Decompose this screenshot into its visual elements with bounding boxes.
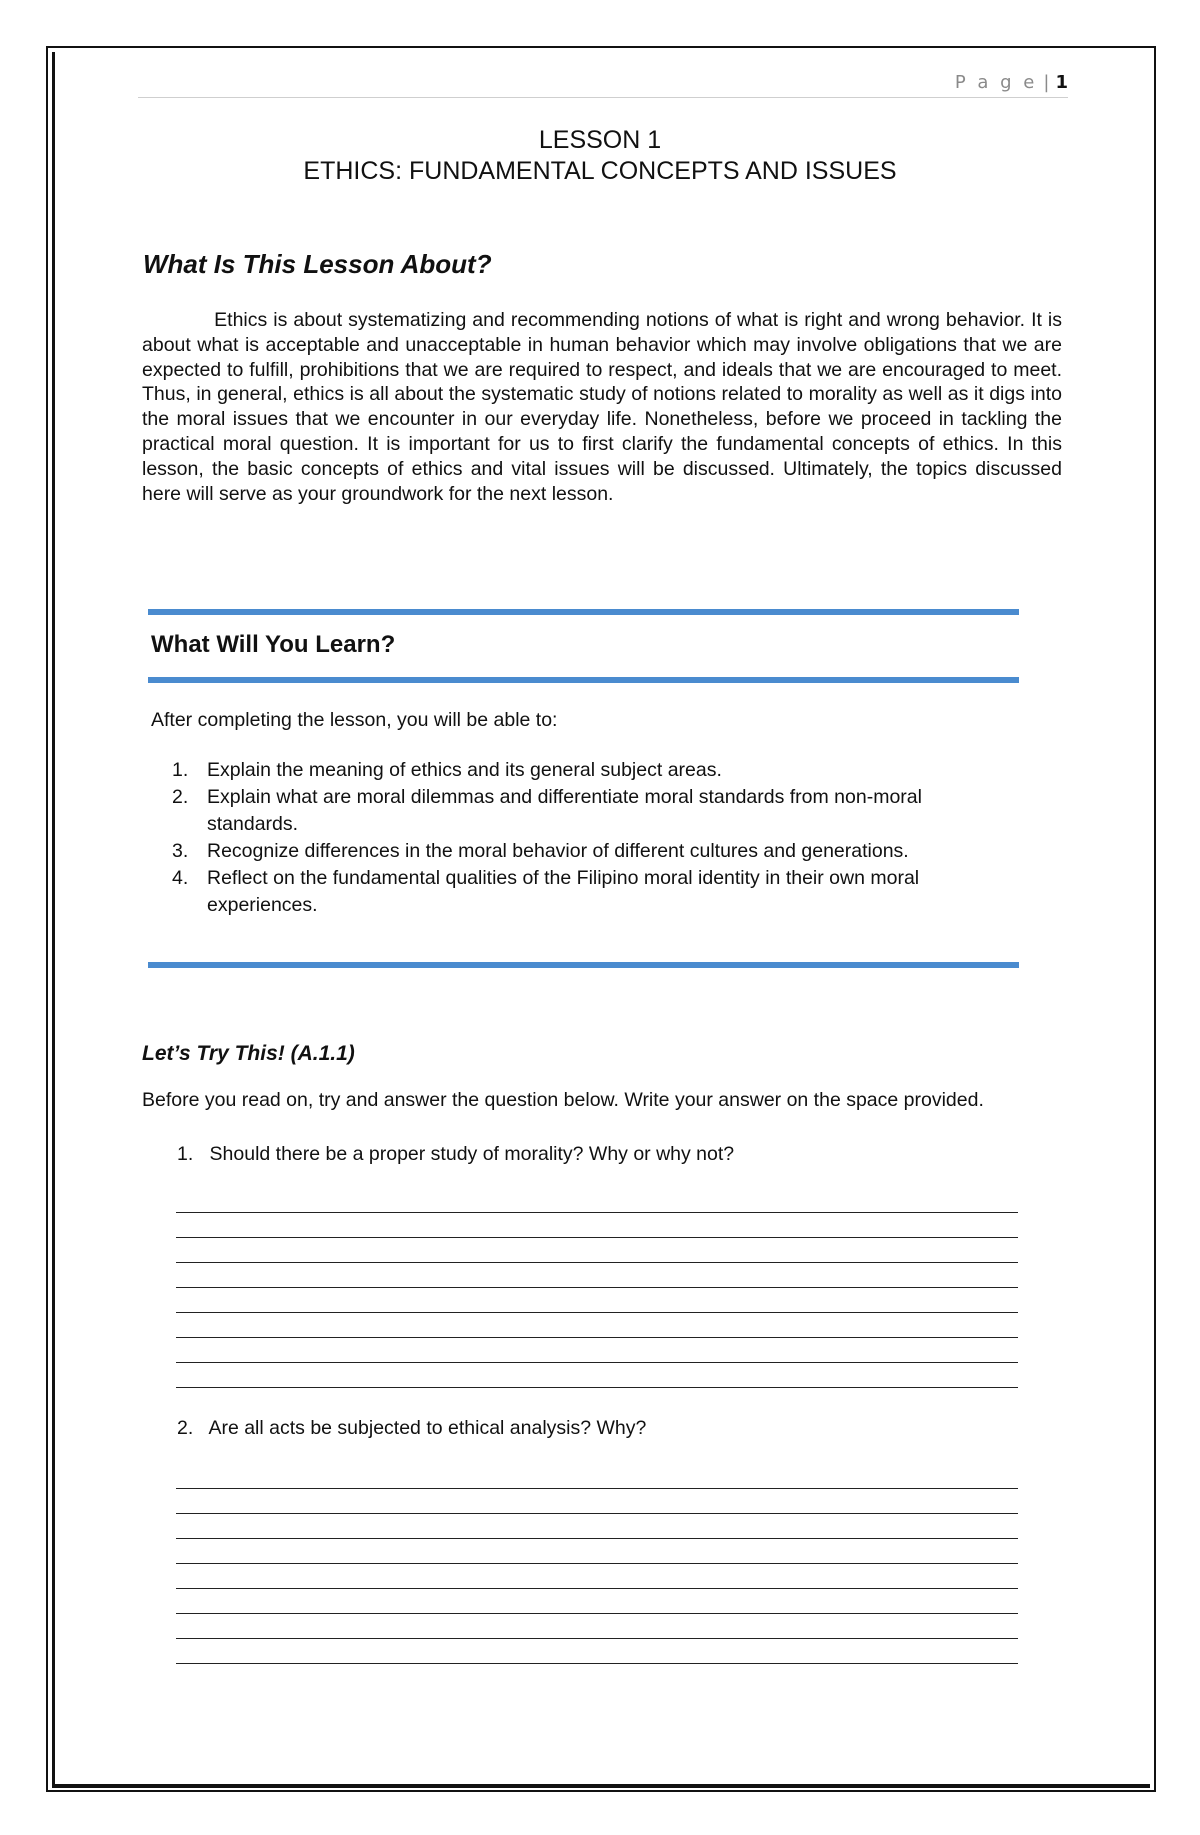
answer-line[interactable] bbox=[176, 1563, 1018, 1564]
answer-line[interactable] bbox=[176, 1488, 1018, 1489]
learn-intro: After completing the lesson, you will be able to: bbox=[151, 709, 558, 731]
answer-line[interactable] bbox=[176, 1212, 1018, 1213]
about-paragraph: Ethics is about systematizing and recommending notions of what is right and wrong behavior. It is about what is acceptable and unacceptable in human behavior which may involve obligations that we are expected to fulfill, prohibitions that we are required to respect, and ideals that we are encouraged to meet. Thus, in general, ethics is all about the systematic study of notions related to morality as well as it digs into the moral issues that we encounter in our everyday life. Nonetheless, before we proceed in tackling the practical moral question. It is important for us to first clarify the fundamental concepts of ethics. In this lesson, the basic concepts of ethics and vital issues will be discussed. Ultimately, the topics discussed here will serve as your groundwork for the next lesson. bbox=[142, 309, 1062, 505]
learn-bottom-bar bbox=[148, 962, 1019, 968]
objective-number: 4. bbox=[172, 867, 189, 889]
answer-line[interactable] bbox=[176, 1337, 1018, 1338]
question-number: 2. bbox=[177, 1417, 194, 1439]
objective-text: Explain what are moral dilemmas and differentiate moral standards from non-moral bbox=[207, 786, 922, 808]
answer-line[interactable] bbox=[176, 1262, 1018, 1263]
question-text: Are all acts be subjected to ethical analysis? Why? bbox=[208, 1417, 647, 1439]
answer-line[interactable] bbox=[176, 1538, 1018, 1539]
question-text: Should there be a proper study of morality? Why or why not? bbox=[209, 1143, 735, 1165]
learn-top-bar bbox=[148, 609, 1019, 615]
objective-number: 2. bbox=[172, 786, 189, 808]
answer-line[interactable] bbox=[176, 1513, 1018, 1514]
answer-line[interactable] bbox=[176, 1638, 1018, 1639]
answer-line[interactable] bbox=[176, 1613, 1018, 1614]
header-rule bbox=[138, 97, 1068, 98]
objective-text: Explain the meaning of ethics and its general subject areas. bbox=[207, 759, 722, 781]
answer-line[interactable] bbox=[176, 1362, 1018, 1363]
page-separator: | bbox=[1043, 72, 1050, 93]
objective-number: 1. bbox=[172, 759, 189, 781]
answer-line[interactable] bbox=[176, 1387, 1018, 1388]
lesson-title: ETHICS: FUNDAMENTAL CONCEPTS AND ISSUES bbox=[303, 157, 897, 185]
answer-line[interactable] bbox=[176, 1588, 1018, 1589]
learn-mid-bar bbox=[148, 677, 1019, 683]
answer-line[interactable] bbox=[176, 1237, 1018, 1238]
objective-text-cont: standards. bbox=[207, 813, 299, 835]
objective-number: 3. bbox=[172, 840, 189, 862]
objective-text: Recognize differences in the moral behavior of different cultures and generations. bbox=[207, 840, 909, 862]
objective-text: Reflect on the fundamental qualities of the Filipino moral identity in their own moral bbox=[207, 867, 920, 889]
answer-line[interactable] bbox=[176, 1287, 1018, 1288]
page-label: P a g e bbox=[954, 72, 1038, 93]
learn-heading: What Will You Learn? bbox=[151, 631, 396, 658]
objective-text-cont: experiences. bbox=[207, 894, 318, 916]
page-number: 1 bbox=[1055, 72, 1068, 93]
answer-line[interactable] bbox=[176, 1312, 1018, 1313]
about-heading: What Is This Lesson About? bbox=[143, 249, 492, 279]
question-1 bbox=[177, 1143, 734, 1166]
lesson-number: LESSON 1 bbox=[538, 126, 662, 154]
activity-heading: Let’s Try This! (A.1.1) bbox=[142, 1042, 355, 1065]
activity-instructions: Before you read on, try and answer the question below. Write your answer on the space provided. bbox=[142, 1089, 984, 1111]
answer-line[interactable] bbox=[176, 1663, 1018, 1664]
page-number-header bbox=[900, 72, 1068, 93]
question-number: 1. bbox=[177, 1143, 194, 1165]
question-2 bbox=[177, 1417, 646, 1440]
